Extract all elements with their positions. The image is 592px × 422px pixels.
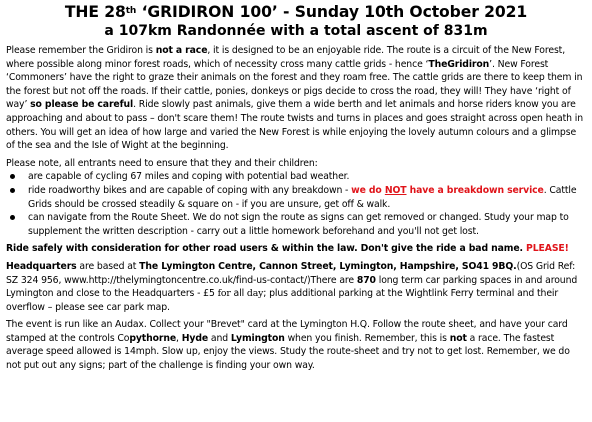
headquarters-label: Headquarters [6, 260, 77, 272]
list-item: ride roadworthy bikes and are capable of coping with any breakdown - we do NOT have a breakdown service. Cattle Grids should be crossed steadily & square on - if you are unsure, get off & walk. [6, 184, 586, 211]
bullet-icon [10, 188, 15, 193]
control-copythorne: pythorne [129, 332, 177, 344]
gridiron-emphasis: TheGridiron [428, 58, 490, 70]
not-a-race-emphasis: not a race [155, 45, 208, 56]
be-careful-emphasis: so please be careful [30, 99, 134, 111]
page-title [6, 3, 586, 22]
list-item: are capable of cycling 67 miles and coping with potential bad weather. [6, 170, 586, 184]
title-ordinal-suffix: th [125, 6, 137, 16]
bullet-icon [10, 174, 15, 179]
document-body [6, 41, 586, 373]
control-hyde: Hyde [181, 332, 209, 344]
event-information-sheet [0, 3, 592, 422]
entrants-lead: Please note, all entrants need to ensure that they and their children: [6, 157, 318, 169]
parking-count: 870 [356, 274, 376, 286]
bullet-icon [10, 215, 15, 220]
ride-safely-warning: Ride safely with consideration for other road users & within the law. Don't give the ride a bad name. PLEASE! [6, 243, 569, 255]
not-emphasis: not [449, 332, 467, 344]
entrants-requirements-list [6, 170, 586, 238]
please-emphasis: PLEASE! [526, 243, 569, 255]
no-breakdown-service-warning: we do NOT have a breakdown service [351, 184, 544, 196]
list-item: can navigate from the Route Sheet. We do not sign the route as signs can get removed or changed. Study your map to supplement the written description - carry out a little homework beforehand and you'll not get lost. [6, 211, 586, 238]
intro-paragraph: Please remember the Gridiron is not a race, it is designed to be an enjoyable ride. The route is a circuit of the New Forest, where possible along minor forest roads, which of necessity cross many cattle grids - hence ‘TheGridiron’. New Forest ‘Commoners’ have the right to graze their animals on the forest and they roam free. The cattle grids are there to keep them in the forest but not off the roads. If their cattle, ponies, donkeys or pigs decide to cross the road, they will! They have ‘right of way’ so please be careful. Ride slowly past animals, give them a wide berth and let animals and horse riders know you are approaching and about to pass – don't scare them! The route twists and turns in places and goes straight across open heath in others. You will get an idea of how large and varied the New Forest is while enjoying the lovely autumn colours and a glimpse of the sea and the Isle of Wight at the beginning. [6, 45, 583, 152]
page-subtitle: a 107km Randonnée with a total ascent of 831m [104, 23, 488, 39]
control-lymington: Lymington [230, 332, 285, 344]
headquarters-address: The Lymington Centre, Cannon Street, Lymington, Hampshire, SO41 9BQ. [139, 260, 517, 272]
title-text: THE 28 [64, 3, 126, 21]
headquarters-paragraph: Headquarters are based at The Lymington Centre, Cannon Street, Lymington, Hampshire, SO41 9BQ.(OS Grid Ref: SZ 324 956, www.http://thelymingtoncentre.co.uk/find-us-contact/)There are 870 long term car parking spaces in and around Lymington and close to the Headquarters - £5 for all day; plus additional parking at the Wightlink Ferry terminal and their overflow – please see car park map. [6, 260, 578, 313]
audax-paragraph: The event is run like an Audax. Collect your "Brevet" card at the Lymington H.Q. Follow the route sheet, and have your card stamped at the controls Copythorne, Hyde and Lymington when you finish. Remember, this is not a race. The fastest average speed allowed is 14mph. Slow up, enjoy the views. Study the route-sheet and try not to get lost. Remember, we do not put out any signs; part of the challenge is finding your own way. [6, 319, 570, 372]
title-text-rest: ‘GRIDIRON 100’ - Sunday 10th October 2021 [136, 3, 528, 21]
